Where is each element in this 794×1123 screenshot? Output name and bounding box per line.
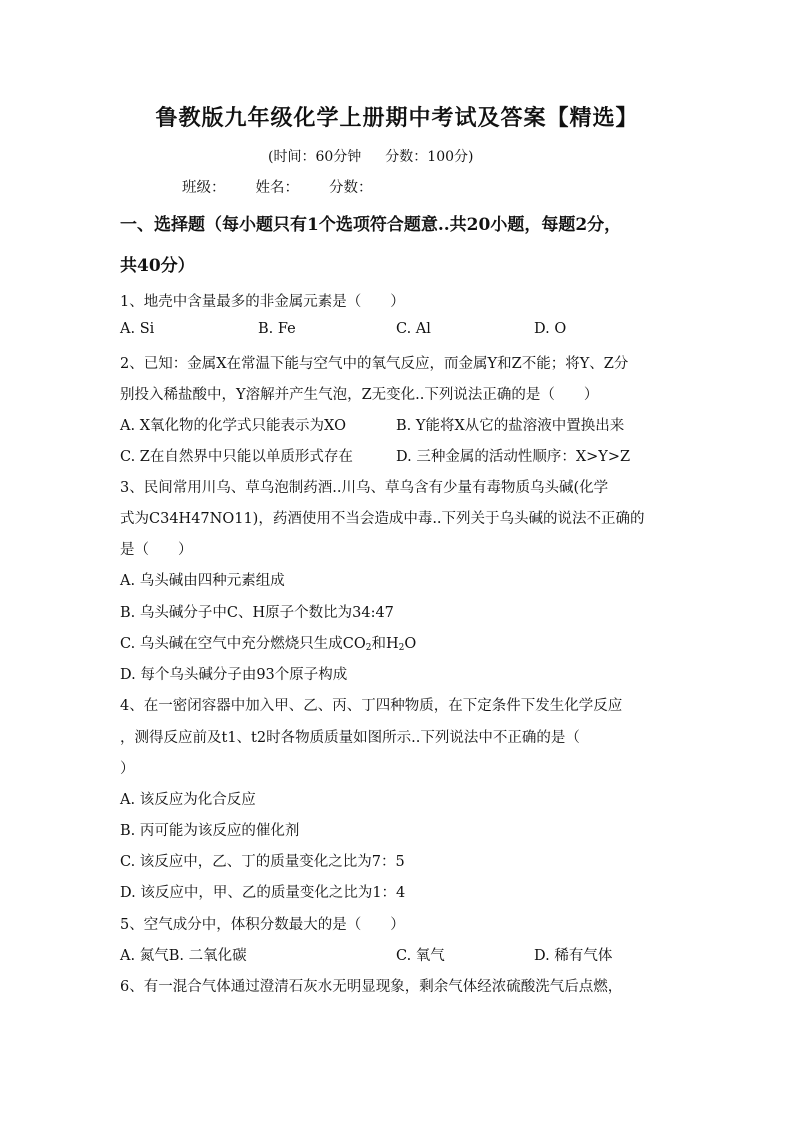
section-heading-line2: 共40分）	[120, 256, 195, 276]
question-4-option-a: A. 该反应为化合反应	[120, 792, 256, 808]
question-1-option-a: A. Si	[120, 321, 155, 337]
section-heading-line1: 一、选择题（每小题只有1个选项符合题意..共20小题，每题2分，	[120, 215, 622, 235]
question-3-stem-line3: 是（ ）	[120, 542, 193, 558]
question-3-option-a: A. 乌头碱由四种元素组成	[120, 573, 285, 589]
question-2-stem-line1: 2、已知：金属X在常温下能与空气中的氧气反应，而金属Y和Z不能；将Y、Z分	[120, 356, 629, 372]
question-5-option-d: D. 稀有气体	[534, 948, 613, 964]
score-label: 分数：	[329, 180, 373, 196]
question-1-option-c: C. Al	[396, 321, 431, 337]
question-3-stem-line1: 3、民间常用川乌、草乌泡制药酒..川乌、草乌含有少量有毒物质乌头碱(化学	[120, 480, 609, 496]
question-3-option-b: B. 乌头碱分子中C、H原子个数比为34:47	[120, 605, 394, 621]
question-2-option-d: D. 三种金属的活动性顺序：X>Y>Z	[396, 449, 631, 465]
question-5-option-c: C. 氧气	[396, 948, 445, 964]
question-2-option-b: B. Y能将X从它的盐溶液中置换出来	[396, 418, 625, 434]
question-4-option-d: D. 该反应中，甲、乙的质量变化之比为1：4	[120, 885, 406, 901]
question-1-option-b: B. Fe	[258, 321, 296, 337]
question-4-option-c: C. 该反应中，乙、丁的质量变化之比为7：5	[120, 854, 405, 870]
question-5-option-ab: A. 氮气B. 二氧化碳	[120, 948, 247, 964]
question-5-stem: 5、空气成分中，体积分数最大的是（ ）	[120, 917, 405, 933]
question-1-stem: 1、地壳中含量最多的非金属元素是（ ）	[120, 294, 405, 310]
student-info-fields	[182, 176, 403, 197]
question-3-stem-line2: 式为C34H47NO11)，药酒使用不当会造成中毒..下列关于乌头碱的说法不正确的	[120, 511, 645, 527]
co2-subscript: 2	[365, 643, 372, 653]
exam-total-score: 分数：100分)	[385, 149, 474, 165]
question-1-option-d: D. O	[534, 321, 567, 337]
question-2-option-a: A. X氧化物的化学式只能表示为XO	[120, 418, 346, 434]
question-3-option-c	[120, 632, 416, 653]
page-title: 鲁教版九年级化学上册期中考试及答案【精选】	[155, 105, 639, 131]
question-3-option-d: D. 每个乌头碱分子由93个原子构成	[120, 667, 348, 683]
exam-time-score	[268, 146, 497, 166]
question-4-stem-line1: 4、在一密闭容器中加入甲、乙、丙、丁四种物质，在下定条件下发生化学反应	[120, 698, 623, 714]
class-label: 班级：	[182, 180, 226, 196]
question-3-option-c-mid: 和H	[371, 636, 399, 652]
question-4-stem-line2: ，测得反应前及t1、t2时各物质质量如图所示..下列说法中不正确的是（	[120, 730, 580, 746]
question-3-option-c-prefix: C. 乌头碱在空气中充分燃烧只生成CO	[120, 636, 366, 652]
question-6-stem-line1: 6、有一混合气体通过澄清石灰水无明显现象，剩余气体经浓硫酸洗气后点燃，	[120, 979, 623, 995]
question-4-option-b: B. 丙可能为该反应的催化剂	[120, 823, 300, 839]
name-label: 姓名：	[255, 180, 299, 196]
question-2-option-c: C. Z在自然界中只能以单质形式存在	[120, 449, 353, 465]
exam-time: (时间：60分钟	[268, 149, 362, 165]
h2o-subscript: 2	[398, 643, 405, 653]
question-4-stem-line3: ）	[120, 761, 135, 777]
question-2-stem-line2: 别投入稀盐酸中，Y溶解并产生气泡，Z无变化..下列说法正确的是（ ）	[120, 387, 599, 403]
question-3-option-c-suffix: O	[404, 636, 417, 652]
